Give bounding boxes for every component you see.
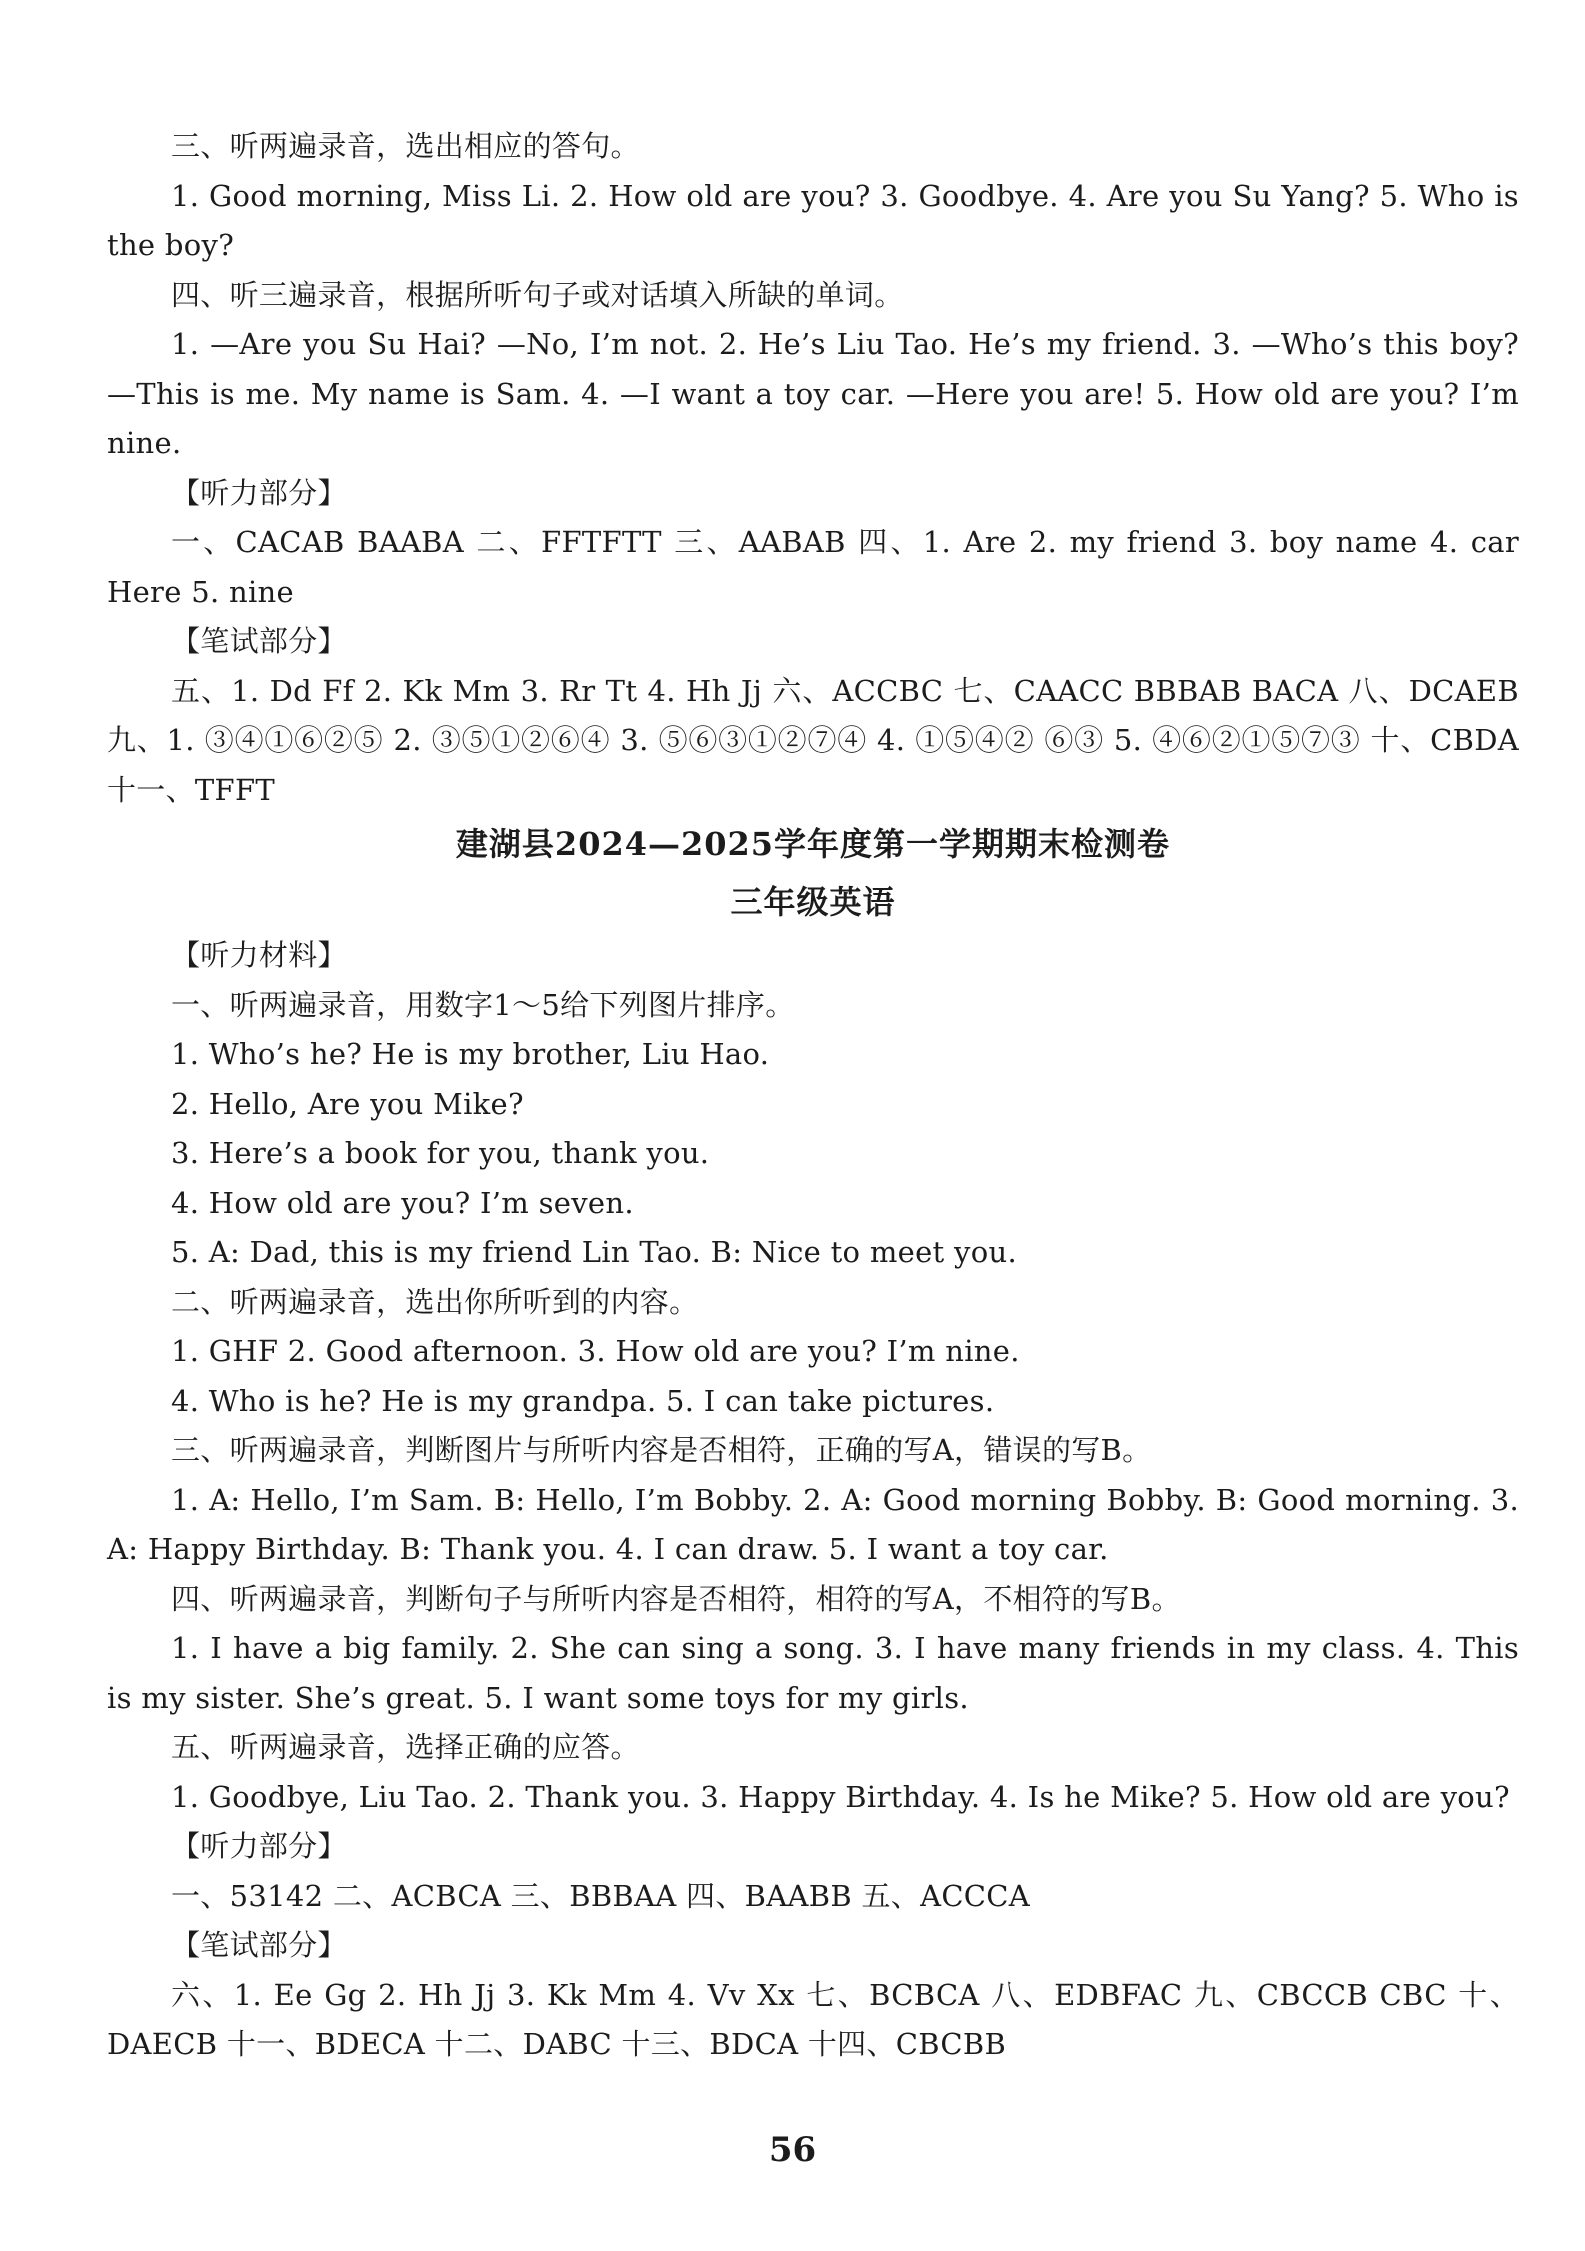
material-label: 【听力材料】 <box>171 938 347 972</box>
exam-listening-answers: 一、53142 二、ACBCA 三、BBBAA 四、BAABB 五、ACCCA <box>171 1878 1031 1913</box>
part4-heading: 四、听两遍录音，判断句子与所听内容是否相符，相符的写A，不相符的写B。 <box>171 1581 1181 1616</box>
exam-written-label: 【笔试部分】 <box>171 1928 347 1962</box>
page-content <box>107 122 1519 2070</box>
section-4-text: 1. —Are you Su Hai? —No, I’m not. 2. He’s Liu Tao. He’s my friend. 3. —Who’s this boy? —This is me. My name is Sam. 4. —I want a toy car. —Here you are! 5. How old are you? I’m nine. <box>107 327 1519 460</box>
part2-line: 1. GHF 2. Good afternoon. 3. How old are you? I’m nine. <box>171 1334 1020 1368</box>
exam-title: 建湖县2024—2025学年度第一学期期末检测卷 <box>455 825 1171 863</box>
exam-subtitle: 三年级英语 <box>730 883 896 921</box>
part1-item: 2. Hello, Are you Mike? <box>171 1086 524 1121</box>
section-heading-4: 四、听三遍录音，根据所听句子或对话填入所缺的单词。 <box>171 277 904 312</box>
part5-heading: 五、听两遍录音，选择正确的应答。 <box>171 1730 640 1764</box>
part1-item: 4. How old are you? I’m seven. <box>171 1185 634 1220</box>
exam-written-answers: 六、1. Ee Gg 2. Hh Jj 3. Kk Mm 4. Vv Xx 七、BCBCA 八、EDBFAC 九、CBCCB CBC 十、DAECB 十一、BDECA 十二、DABC 十三、BDCA 十四、CBCBB <box>107 1977 1519 2061</box>
part1-heading: 一、听两遍录音，用数字1～5给下列图片排序。 <box>171 987 795 1022</box>
section-3-text: 1. Good morning, Miss Li. 2. How old are you? 3. Goodbye. 4. Are you Su Yang? 5. Who is the boy? <box>107 178 1519 262</box>
part3-text: 1. A: Hello, I’m Sam. B: Hello, I’m Bobby. 2. A: Good morning Bobby. B: Good morning. 3. A: Happy Birthday. B: Thank you. 4. I can draw. 5. I want a toy car. <box>107 1482 1519 1566</box>
exam-listening-label: 【听力部分】 <box>171 1829 347 1863</box>
section-heading-3: 三、听两遍录音，选出相应的答句。 <box>171 129 640 163</box>
part2-heading: 二、听两遍录音，选出你所听到的内容。 <box>171 1284 699 1319</box>
page-number: 56 <box>768 2130 817 2170</box>
part1-item: 3. Here’s a book for you, thank you. <box>171 1136 710 1170</box>
written-answers: 五、1. Dd Ff 2. Kk Mm 3. Rr Tt 4. Hh Jj 六、ACCBC 七、CAACC BBBAB BACA 八、DCAEB 九、1. ③④①⑥②⑤ 2. ③⑤①②⑥④ 3. ⑤⑥③①②⑦④ 4. ①⑤④② ⑥③ 5. ④⑥②①⑤⑦③ 十、CBDA 十一、TFFT <box>107 673 1519 807</box>
listening-label: 【听力部分】 <box>171 475 347 510</box>
part1-item: 5. A: Dad, this is my friend Lin Tao. B: Nice to meet you. <box>171 1235 1017 1269</box>
part2-line: 4. Who is he? He is my grandpa. 5. I can take pictures. <box>171 1383 995 1418</box>
part1-item: 1. Who’s he? He is my brother, Liu Hao. <box>171 1037 770 1071</box>
part4-text: 1. I have a big family. 2. She can sing a song. 3. I have many friends in my class. 4. This is my sister. She’s great. 5. I want some toys for my girls. <box>107 1631 1519 1715</box>
part3-heading: 三、听两遍录音，判断图片与所听内容是否相符，正确的写A，错误的写B。 <box>171 1433 1152 1467</box>
listening-answers: 一、CACAB BAABA 二、FFTFTT 三、AABAB 四、1. Are 2. my friend 3. boy name 4. car Here 5. nine <box>107 525 1519 609</box>
written-label: 【笔试部分】 <box>171 624 347 658</box>
part5-text: 1. Goodbye, Liu Tao. 2. Thank you. 3. Happy Birthday. 4. Is he Mike? 5. How old are you? <box>171 1779 1510 1814</box>
